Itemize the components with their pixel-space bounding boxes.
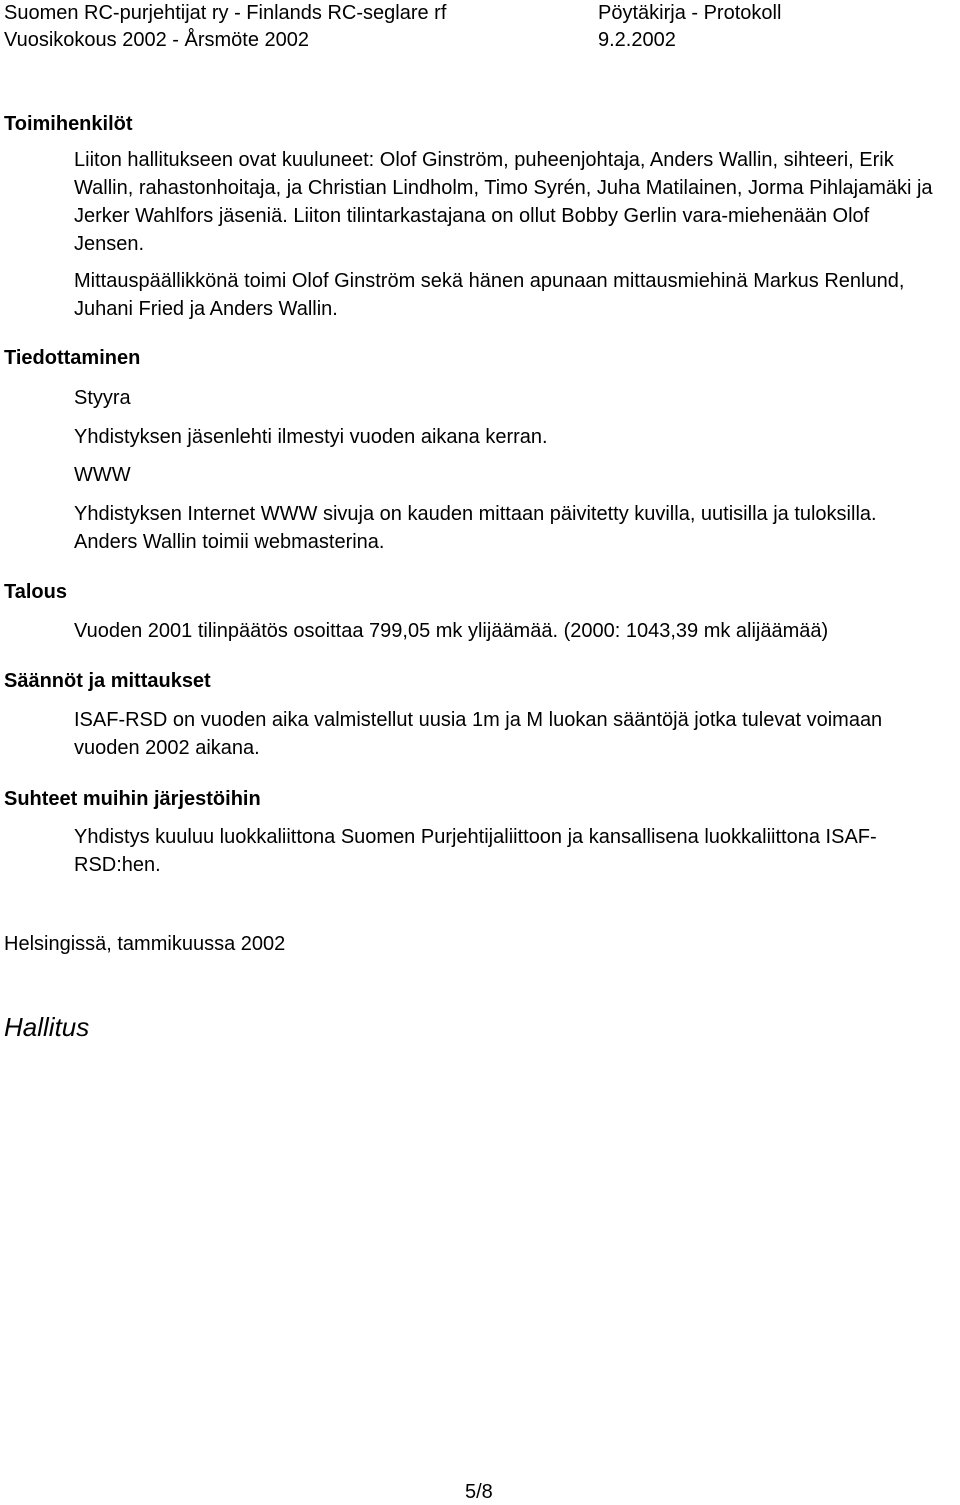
- www-paragraph: Yhdistyksen Internet WWW sivuja on kauden mittaan päivitetty kuvilla, uutisilla ja tuloksilla. Anders Wallin toimii webmasterina.: [74, 503, 877, 553]
- section-heading-toimihenkilot: Toimihenkilöt: [4, 113, 133, 135]
- section-heading-tiedottaminen: Tiedottaminen: [4, 347, 141, 369]
- section-heading-talous: Talous: [4, 581, 67, 603]
- section-heading-suhteet: Suhteet muihin järjestöihin: [4, 788, 261, 810]
- header-meeting: Vuosikokous 2002 - Årsmöte 2002: [4, 29, 309, 51]
- page-number: 5/8: [465, 1481, 493, 1503]
- place-and-date: Helsingissä, tammikuussa 2002: [4, 933, 286, 955]
- styyra-paragraph: Yhdistyksen jäsenlehti ilmestyi vuoden aikana kerran.: [74, 426, 548, 448]
- section-heading-saannot: Säännöt ja mittaukset: [4, 670, 211, 692]
- header-date: 9.2.2002: [598, 29, 676, 51]
- officials-paragraph: Liiton hallitukseen ovat kuuluneet: Olof Ginström, puheenjohtaja, Anders Wallin, sihteeri, Erik Wallin, rahastonhoitaja, ja Christian Lindholm, Timo Syrén, Juha Matilainen, Jorma Pihlajamäki ja Jerker Wahlfors jäseniä. Liiton tilintarkastajana on ollut Bobby Gerlin vara-miehenään Olof Jensen.: [74, 149, 933, 255]
- header-document-type: Pöytäkirja - Protokoll: [598, 2, 782, 24]
- subheading-styyra: Styyra: [74, 387, 131, 409]
- signer-name: Hallitus: [4, 1012, 90, 1042]
- finance-paragraph: Vuoden 2001 tilinpäätös osoittaa 799,05 mk ylijäämää. (2000: 1043,39 mk alijäämää): [74, 620, 829, 642]
- subheading-www: WWW: [74, 464, 131, 486]
- measurement-paragraph: Mittauspäällikkönä toimi Olof Ginström sekä hänen apunaan mittausmiehinä Markus Renlund, Juhani Fried ja Anders Wallin.: [74, 270, 905, 320]
- rules-paragraph: ISAF-RSD on vuoden aika valmistellut uusia 1m ja M luokan sääntöjä jotka tulevat voimaan vuoden 2002 aikana.: [74, 709, 883, 759]
- header-organization: Suomen RC-purjehtijat ry - Finlands RC-seglare rf: [4, 2, 447, 24]
- relations-paragraph: Yhdistys kuuluu luokkaliittona Suomen Purjehtijaliittoon ja kansallisena luokkaliittona ISAF-RSD:hen.: [74, 826, 877, 876]
